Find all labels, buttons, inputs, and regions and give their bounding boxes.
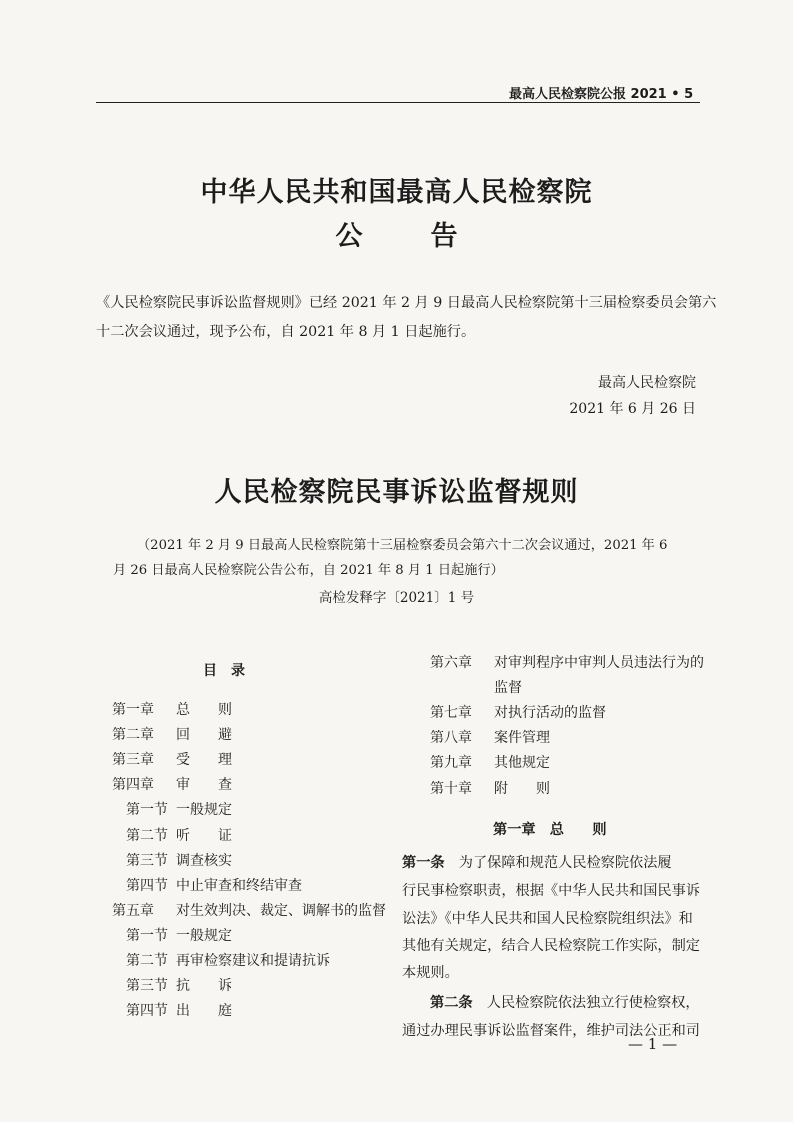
article1-line4: 其他有关规定，结合人民检察院工作实际，制定	[402, 938, 700, 954]
toc-entry	[112, 825, 232, 845]
article1-line5: 本规则。	[402, 965, 459, 981]
article1-line2: 行民事检察职责，根据《中华人民共和国民事诉	[402, 883, 700, 899]
announcement-title: 中华人民共和国最高人民检察院	[200, 177, 593, 208]
announcement-text-line1: 《人民检察院民事诉讼监督规则》已经 2021 年 2 月 9 日最高人民检察院第十三届检察委员会第六	[96, 295, 717, 311]
toc-entry	[112, 950, 330, 970]
toc-entry	[112, 975, 232, 995]
toc-chapter-number: 第七章	[430, 705, 472, 722]
toc-chapter-number: 第一节	[112, 927, 168, 944]
rules-doc-number: 高检发释字〔2021〕1 号	[318, 590, 475, 606]
article2-label: 第二条	[430, 995, 473, 1011]
toc-chapter-title: 调查核实	[176, 852, 232, 869]
article1-line1: 第一条 为了保障和规范人民检察院依法履	[402, 855, 672, 871]
toc-chapter-title: 受 理	[176, 752, 232, 769]
toc-entry	[430, 778, 550, 798]
toc-chapter-title: 附 则	[494, 780, 550, 797]
announcement-subtitle: 公 告	[335, 221, 458, 252]
toc-entry	[112, 724, 232, 744]
journal-header: 最高人民检察院公报 2021 • 5	[509, 87, 694, 102]
toc-chapter-number: 第四节	[112, 877, 168, 894]
chapter1-heading: 第一章 总 则	[493, 822, 607, 838]
toc-chapter-title: 一般规定	[176, 802, 232, 819]
toc-entry	[112, 850, 232, 870]
toc-entry	[112, 875, 302, 895]
article1-label: 第一条	[402, 855, 445, 871]
toc-entry	[112, 774, 232, 794]
toc-chapter-number: 第八章	[430, 730, 472, 747]
article2-line1: 第二条 人民检察院依法独立行使检察权，	[430, 995, 700, 1011]
toc-chapter-number: 第二章	[112, 727, 154, 744]
article1-line3: 讼法》《中华人民共和国人民检察院组织法》和	[402, 911, 693, 927]
toc-chapter-number: 第三章	[112, 752, 154, 769]
toc-entry	[430, 752, 550, 772]
toc-chapter-number: 第四节	[112, 1003, 168, 1020]
toc-chapter-title: 对生效判决、裁定、调解书的监督	[176, 902, 386, 919]
toc-chapter-title: 回 避	[176, 727, 232, 744]
toc-chapter-number: 第三节	[112, 978, 168, 995]
toc-entry	[430, 652, 704, 672]
toc-chapter-number: 第五章	[112, 902, 154, 919]
toc-entry	[112, 1000, 232, 1020]
toc-chapter-number: 第四章	[112, 777, 154, 794]
rules-note-line1: （2021 年 2 月 9 日最高人民检察院第十三届检察委员会第六十二次会议通过，2021 年 6	[137, 538, 668, 553]
toc-chapter-number: 第九章	[430, 755, 472, 772]
toc-chapter-title: 听 证	[176, 827, 232, 844]
article2-line2: 通过办理民事诉讼监督案件，维护司法公正和司	[402, 1023, 700, 1039]
rules-title: 人民检察院民事诉讼监督规则	[214, 477, 579, 508]
toc-entry	[430, 702, 606, 722]
toc-entry	[112, 799, 232, 819]
toc-chapter-number: 第二节	[112, 827, 168, 844]
toc-chapter-title: 案件管理	[494, 730, 550, 747]
page-number: — 1 —	[628, 1035, 678, 1053]
toc-entry	[112, 749, 232, 769]
toc-chapter-title: 监督	[494, 680, 522, 697]
announcement-text-line2: 十二次会议通过，现予公布，自 2021 年 8 月 1 日起施行。	[96, 324, 476, 340]
toc-chapter-number: 第三节	[112, 852, 168, 869]
bleed-through	[415, 118, 688, 137]
toc-chapter-title: 中止审查和终结审查	[176, 877, 302, 894]
toc-entry	[112, 925, 232, 945]
toc-chapter-number: 第二节	[112, 953, 168, 969]
toc-chapter-title: 总 则	[176, 702, 232, 718]
toc-chapter-title: 出 庭	[176, 1003, 232, 1020]
toc-chapter-title: 对审判程序中审判人员违法行为的	[494, 655, 704, 671]
toc-entry	[430, 677, 522, 697]
toc-chapter-number: 第十章	[430, 780, 472, 797]
toc-chapter-number: 第一节	[112, 802, 168, 819]
toc-chapter-title: 一般规定	[176, 927, 232, 944]
toc-entry	[112, 699, 232, 719]
toc-chapter-title: 再审检察建议和提请抗诉	[176, 953, 330, 969]
header-rule	[96, 102, 700, 103]
toc-chapter-number: 第一章	[112, 702, 154, 718]
toc-chapter-title: 抗 诉	[176, 978, 232, 995]
toc-chapter-title: 对执行活动的监督	[494, 705, 606, 722]
toc-entry	[112, 900, 386, 920]
toc-chapter-title: 其他规定	[494, 755, 550, 772]
announcement-date: 2021 年 6 月 26 日	[569, 401, 696, 417]
toc-entry	[430, 727, 550, 747]
announcement-signer: 最高人民检察院	[598, 375, 696, 391]
rules-note-line2: 月 26 日最高人民检察院公告公布，自 2021 年 8 月 1 日起施行）	[113, 563, 504, 578]
toc-heading: 目录	[203, 663, 259, 679]
toc-chapter-number: 第六章	[430, 655, 472, 671]
toc-chapter-title: 审 查	[176, 777, 232, 794]
